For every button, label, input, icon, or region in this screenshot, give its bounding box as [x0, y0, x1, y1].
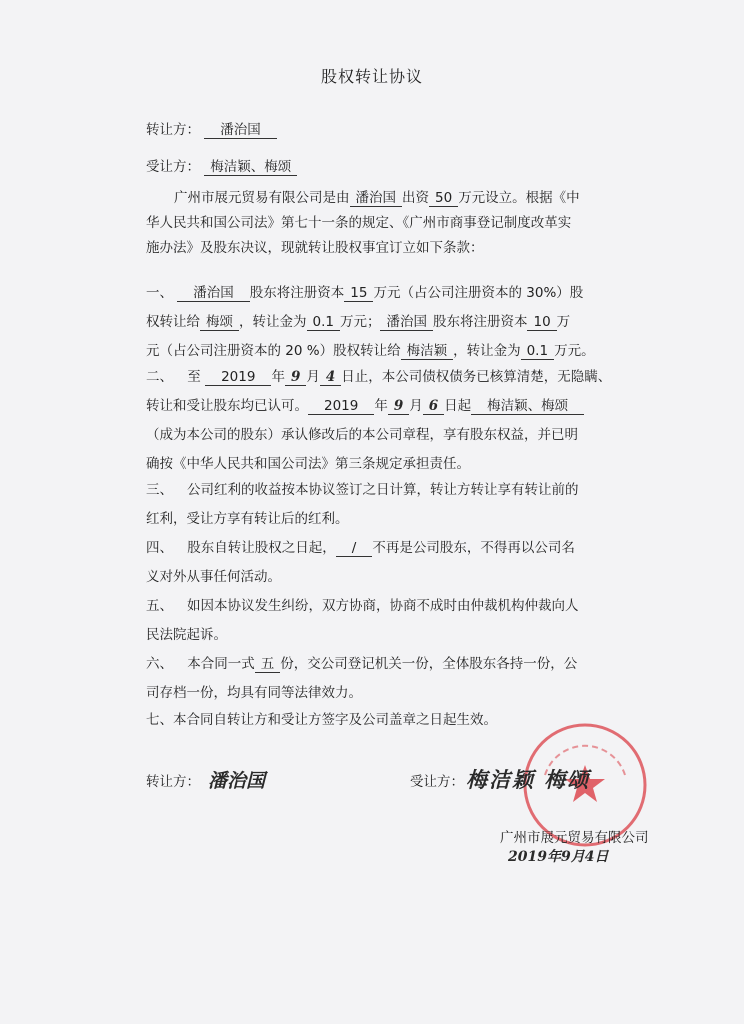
transferor-signature: 潘治国: [208, 770, 266, 792]
transferee-names: 梅洁颖、梅颂: [204, 159, 297, 176]
company-name: 广州市展元贸易有限公司: [500, 830, 649, 846]
clause-2-day-1: 4: [320, 369, 341, 386]
clause-2-line-4: 确按《中华人民共和国公司法》第三条规定承担责任。: [146, 456, 470, 472]
clause-4-text-1: 股东自转让股权之日起，: [187, 540, 336, 556]
intro-text-2: 出资: [402, 190, 429, 206]
clause-4-number: 四、: [146, 540, 173, 556]
clause-2-text-7: 月: [409, 398, 423, 414]
clause-1-text-10: 万元。: [554, 343, 595, 359]
clause-1: [146, 281, 666, 364]
clause-2-line-3: （成为本公司的股东）承认修改后的本公司章程，享有股东权益，并已明: [146, 427, 578, 443]
document-title: 股权转让协议: [320, 67, 423, 86]
signature-transferor-label: 转让方：: [146, 774, 200, 790]
clause-2-year-2: 2019: [308, 398, 374, 415]
transferee-signature: 梅洁颖 梅颂: [466, 767, 591, 792]
clause-2-text-3: 月: [306, 369, 320, 385]
clause-6: [146, 652, 666, 706]
clause-4-text-2: 不再是公司股东，不得再以公司名: [372, 540, 575, 556]
clause-5-line-2: 民法院起诉。: [146, 627, 227, 643]
clause-2-text-5: 转让和受让股东均已认可。: [146, 398, 308, 414]
clause-6-number: 六、: [146, 656, 173, 672]
clause-2-month-2: 9: [388, 398, 409, 415]
clause-2-text-1: 至: [187, 369, 201, 385]
clause-2-new-holders: 梅洁颖、梅颂: [471, 398, 584, 415]
clause-1-text-5: 万元；: [339, 314, 381, 330]
clause-2-number: 二、: [146, 369, 173, 385]
clause-5-line-1: 如因本协议发生纠纷，双方协商，协商不成时由仲裁机构仲裁向人: [187, 598, 579, 614]
clause-2-text-6: 年: [374, 398, 388, 414]
clause-1-text-2: 万元（占公司注册资本的 30%）股: [373, 285, 584, 301]
clause-1-text-7: 万: [556, 314, 571, 330]
clause-2-text-4: 日止，本公司债权债务已核算清楚，无隐瞒、: [341, 369, 612, 385]
intro-paragraph: [146, 186, 666, 261]
clause-1-holder-1: 潘治国: [177, 285, 250, 302]
intro-capital: 50: [429, 190, 458, 207]
clause-1-number: 一、: [146, 285, 173, 301]
clause-4-line-2: 义对外从事任何活动。: [146, 569, 281, 585]
clause-4-blank: /: [336, 540, 373, 557]
transferor-line: [146, 118, 277, 138]
clause-2-day-2: 6: [423, 398, 444, 415]
clause-3-line-1: 公司红利的收益按本协议签订之日计算，转让方转让享有转让前的: [187, 482, 579, 498]
signature-transferee-label: 受让方：: [410, 774, 464, 790]
clause-2-month-1: 9: [285, 369, 306, 386]
clause-1-amount-1: 15: [344, 285, 373, 302]
clause-4: [146, 536, 666, 590]
clause-1-text-8: 元（占公司注册资本的 20 %）股权转让给: [146, 343, 401, 359]
signature-date: 2019年9月4日: [508, 849, 609, 865]
clause-1-text-4: ，转让金为: [239, 314, 307, 330]
clause-6-text-1: 本合同一式: [187, 656, 255, 672]
clause-3: [146, 478, 666, 532]
clause-6-line-2: 司存档一份，均具有同等法律效力。: [146, 685, 362, 701]
transferor-name: 潘治国: [204, 122, 277, 139]
clause-2-text-8: 日起: [444, 398, 472, 414]
clause-6-text-2: 份，交公司登记机关一份，全体股东各持一份，公: [280, 656, 578, 672]
intro-line-2: 华人民共和国公司法》第七十一条的规定、《广州市商事登记制度改革实: [146, 215, 572, 231]
clause-1-text-1: 股东将注册资本: [249, 285, 345, 301]
clause-1-text-3: 权转让给: [146, 314, 200, 330]
intro-text-1: 广州市展元贸易有限公司是由: [174, 190, 350, 206]
clause-2-text-2: 年: [271, 369, 285, 385]
clause-1-recipient-2: 梅洁颖: [401, 343, 454, 360]
transferee-label: 受让方：: [146, 159, 200, 175]
clause-6-copies: 五: [255, 656, 281, 673]
clause-2-year-1: 2019: [205, 369, 271, 386]
clause-1-holder-2: 潘治国: [380, 314, 433, 331]
transferee-line: [146, 155, 297, 175]
clause-1-text-6: 股东将注册资本: [432, 314, 528, 330]
transferor-label: 转让方：: [146, 122, 200, 138]
clause-1-price-1: 0.1: [307, 314, 340, 331]
clause-1-amount-2: 10: [527, 314, 556, 331]
clause-3-line-2: 红利，受让方享有转让后的红利。: [146, 511, 349, 527]
clause-5: [146, 594, 666, 648]
clause-5-number: 五、: [146, 598, 173, 614]
intro-founder: 潘治国: [350, 190, 403, 207]
clause-1-price-2: 0.1: [521, 343, 554, 360]
intro-line-3: 施办法》及股东决议，现就转让股权事宜订立如下条款：: [146, 240, 484, 256]
clause-1-recipient-1: 梅颂: [200, 314, 239, 331]
intro-text-3: 万元设立。根据《中: [458, 190, 580, 206]
clause-7-line-1: 七、本合同自转让方和受让方签字及公司盖章之日起生效。: [146, 712, 497, 728]
clause-1-text-9: ，转让金为: [453, 343, 521, 359]
clause-3-number: 三、: [146, 482, 173, 498]
clause-2: [146, 365, 666, 477]
